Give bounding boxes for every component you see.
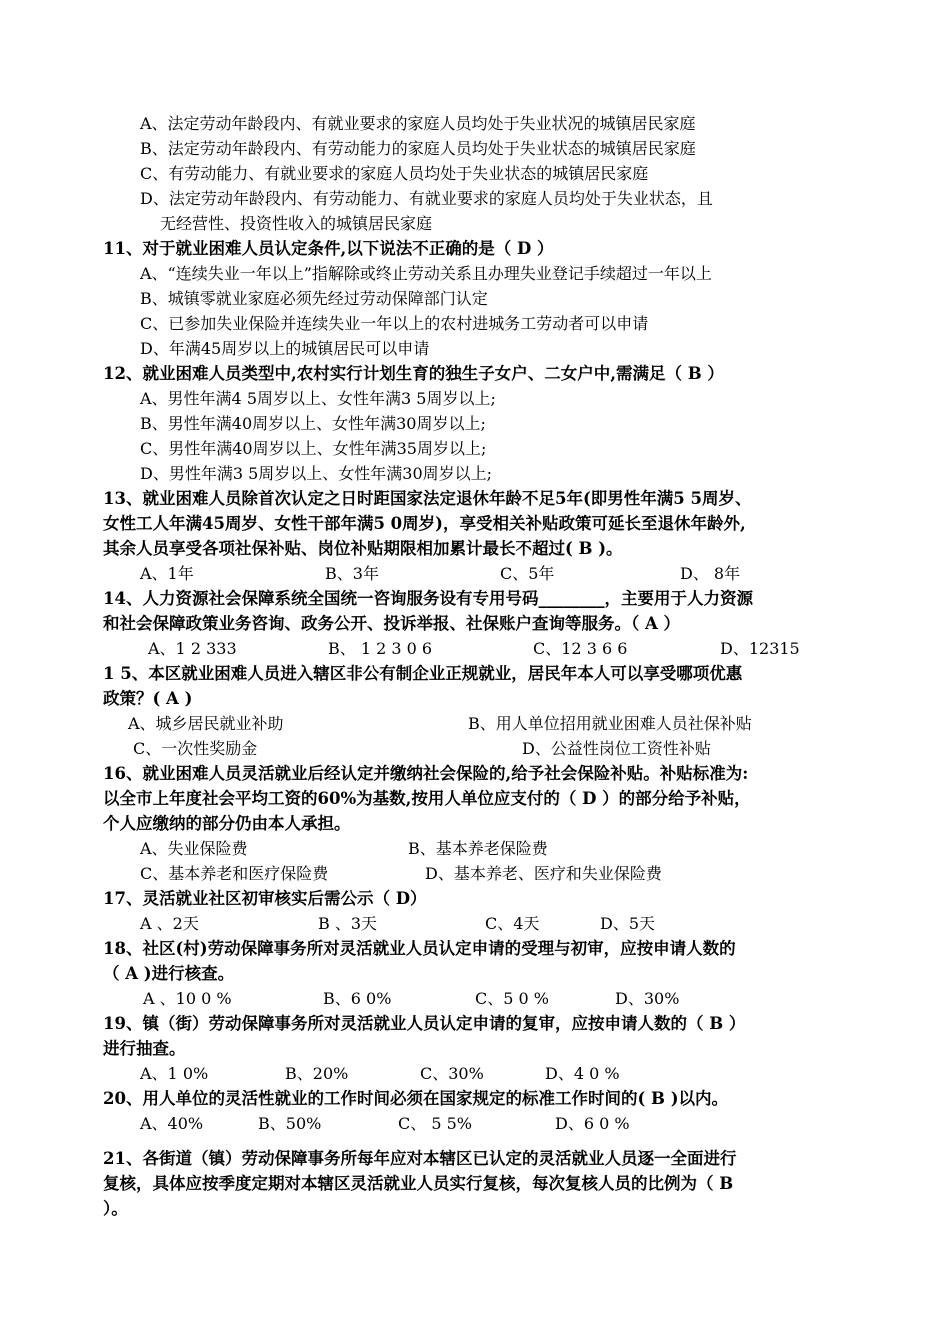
q17-option-c: C、4天 [485,914,540,933]
q10-option-b: B、法定劳动年龄段内、有劳动能力的家庭人员均处于失业状态的城镇居民家庭 [140,139,696,158]
q18-option-a: A 、10 0 % [143,989,232,1008]
q14-question: 14、人力资源社会保障系统全国统一咨询服务设有专用号码________，主要用于人力资源 [103,589,753,608]
q12-option-b: B、男性年满40周岁以上、女性年满30周岁以上; [140,414,486,433]
q16-option-a: A、失业保险费 [140,839,248,858]
q12-question: 12、就业困难人员类型中,农村实行计划生育的独生子女户、二女户中,需满足（ B ） [103,364,724,383]
q15-question-cont: 政策？( A ) [103,689,193,708]
q20-option-a: A、40% [140,1114,204,1133]
q15-option-a: A、城乡居民就业补助 [128,714,284,733]
q17-question: 17、灵活就业社区初审核实后需公示（ D） [103,889,427,908]
q15-option-b: B、用人单位招用就业困难人员社保补贴 [468,714,752,733]
q10-option-d-cont: 无经营性、投资性收入的城镇居民家庭 [160,214,433,233]
q21-question: 21、各街道（镇）劳动保障事务所每年应对本辖区已认定的灵活就业人员逐一全面进行 [103,1149,737,1168]
q13-question-cont2: 其余人员享受各项社保补贴、岗位补贴期限相加累计最长不超过( B )。 [103,539,623,558]
q10-option-a: A、法定劳动年龄段内、有就业要求的家庭人员均处于失业状况的城镇居民家庭 [140,114,696,133]
q12-option-c: C、男性年满40周岁以上、女性年满35周岁以上; [140,439,487,458]
q19-option-d: D、4 0 % [545,1064,620,1083]
q17-option-d: D、5天 [600,914,656,933]
q13-option-a: A、1年 [140,564,194,583]
q10-option-d: D、法定劳动年龄段内、有劳动能力、有就业要求的家庭人员均处于失业状态，且 [140,189,713,208]
q20-option-c: C、 5 5% [398,1114,472,1133]
q16-option-d: D、基本养老、医疗和失业保险费 [425,864,662,883]
q12-option-a: A、男性年满4 5周岁以上、女性年满3 5周岁以上; [140,389,496,408]
q19-question: 19、镇（街）劳动保障事务所对灵活就业人员认定申请的复审，应按申请人数的（ B ） [103,1014,746,1033]
q11-option-a: A、“连续失业一年以上”指解除或终止劳动关系且办理失业登记手续超过一年以上 [140,264,712,283]
q16-question-cont2: 个人应缴纳的部分仍由本人承担。 [103,814,351,833]
q18-question: 18、社区(村)劳动保障事务所对灵活就业人员认定申请的受理与初审，应按申请人数的 [103,939,736,958]
q21-question-cont2: ）。 [103,1199,128,1218]
q16-question-cont1: 以全市上年度社会平均工资的60%为基数,按用人单位应支付的（ D ）的部分给予补贴， [103,789,751,808]
q10-option-c: C、有劳动能力、有就业要求的家庭人员均处于失业状态的城镇居民家庭 [140,164,649,183]
q11-question: 11、对于就业困难人员认定条件,以下说法不正确的是（ D ） [103,239,554,258]
q19-option-a: A、1 0% [140,1064,209,1083]
q14-option-d: D、12315 [720,639,800,658]
q11-option-c: C、已参加失业保险并连续失业一年以上的农村进城务工劳动者可以申请 [140,314,649,333]
q16-question: 16、就业困难人员灵活就业后经认定并缴纳社会保险的,给予社会保险补贴。补贴标准为: [103,764,749,783]
q21-question-cont1: 复核，具体应按季度定期对本辖区灵活就业人员实行复核，每次复核人员的比例为（ B [103,1174,734,1193]
q18-option-b: B、6 0% [323,989,392,1008]
q14-option-a: A、1 2 333 [148,639,237,658]
q19-option-c: C、30% [420,1064,484,1083]
q20-option-b: B、50% [258,1114,322,1133]
q15-option-d: D、公益性岗位工资性补贴 [522,739,711,758]
q19-question-cont: 进行抽查。 [103,1039,186,1058]
q15-option-c: C、一次性奖励金 [133,739,258,758]
q14-question-cont: 和社会保障政策业务咨询、政务公开、投诉举报、社保账户查询等服务。（ A ） [103,614,681,633]
q12-option-d: D、男性年满3 5周岁以上、女性年满30周岁以上; [140,464,493,483]
q11-option-b: B、城镇零就业家庭必须先经过劳动保障部门认定 [140,289,488,308]
q14-option-c: C、12 3 6 6 [533,639,628,658]
q15-question: 1 5、本区就业困难人员进入辖区非公有制企业正规就业，居民年本人可以享受哪项优惠 [103,664,743,683]
q13-option-d: D、 8年 [680,564,741,583]
q18-option-c: C、5 0 % [475,989,549,1008]
q14-option-b: B、 1 2 3 0 6 [328,639,433,658]
q11-option-d: D、年满45周岁以上的城镇居民可以申请 [140,339,430,358]
q16-option-b: B、基本养老保险费 [408,839,548,858]
q19-option-b: B、20% [285,1064,349,1083]
q13-option-c: C、5年 [500,564,555,583]
q20-question: 20、用人单位的灵活性就业的工作时间必须在国家规定的标准工作时间的( B )以内。 [103,1089,729,1108]
q17-option-b: B 、3天 [318,914,378,933]
q18-option-d: D、30% [615,989,680,1008]
q20-option-d: D、6 0 % [555,1114,630,1133]
q18-question-cont: （ A )进行核查。 [103,964,235,983]
q13-option-b: B、3年 [325,564,379,583]
q16-option-c: C、基本养老和医疗保险费 [140,864,329,883]
q13-question: 13、就业困难人员除首次认定之日时距国家法定退休年龄不足5年(即男性年满5 5周岁、 [103,489,752,508]
q13-question-cont1: 女性工人年满45周岁、女性干部年满5 0周岁)，享受相关补贴政策可延长至退休年龄外, [103,514,746,533]
q17-option-a: A 、2天 [140,914,199,933]
